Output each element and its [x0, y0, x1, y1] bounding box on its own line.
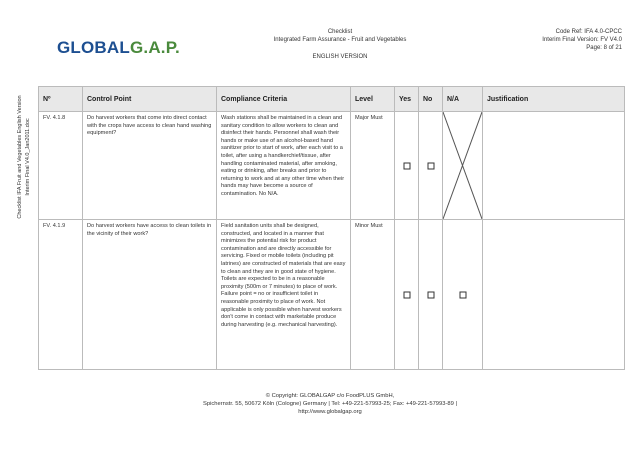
- version-label: ENGLISH VERSION: [312, 54, 368, 60]
- sidebar-line-2: Interim Final V4.0_Jan2011.doc: [25, 118, 31, 196]
- na-cell: [443, 220, 483, 370]
- row-no: FV. 4.1.8: [39, 112, 83, 220]
- footer-copyright: © Copyright: GLOBALGAP c/o FoodPLUS GmbH,: [265, 393, 395, 399]
- yes-cell: [395, 112, 419, 220]
- row-control-point: Do harvest workers that come into direct contact with the crops have access to clean hand washing equipment?: [83, 112, 217, 220]
- header-right: [542, 28, 622, 52]
- yes-checkbox[interactable]: [403, 162, 410, 169]
- row-level: Minor Must: [351, 220, 395, 370]
- col-header-no-answer: No: [419, 87, 443, 112]
- footer-url[interactable]: http://www.globalgap.org: [298, 409, 362, 415]
- row-criteria: Wash stations shall be maintained in a clean and sanitary condition to allow workers to clean and disinfect their hands. Personnel shall wash their hands or make use of an alcohol-based hand sanitizer prior to start of work, after each visit to a toilet, after using a handkerchief/tissue, after handling contaminated material, after smoking, eating or drinking, after breaks and prior to returning to work and at any other time when their hands may have become a source of contamination. No N/A.: [217, 112, 351, 220]
- no-checkbox[interactable]: [427, 162, 434, 169]
- justification-cell[interactable]: [483, 220, 625, 370]
- row-level: Major Must: [351, 112, 395, 220]
- table-header-row: [39, 87, 625, 112]
- yes-checkbox[interactable]: [403, 291, 410, 298]
- justification-cell[interactable]: [483, 112, 625, 220]
- doc-title: Integrated Farm Assurance - Fruit and Vegetables: [273, 37, 407, 43]
- col-header-yes: Yes: [395, 87, 419, 112]
- table-row: [39, 112, 625, 220]
- interim-version: Interim Final Version: FV V4.0: [542, 37, 622, 43]
- no-cell: [419, 220, 443, 370]
- row-criteria: Field sanitation units shall be designed, constructed, and located in a manner that minimizes the potential risk for product contamination and are directly accessible for servicing. Fixed or mobile toilets (including pit latrines) are constructed of materials that are easy to clean and they are in good state of hygiene. Toilets are expected to be in a reasonable proximity (500m or 7 minutes) to place of work. Failure point = no or insufficient toilet in reasonable proximity to place of work. Not applicable is only possible when harvest workers don't come in contact with marketable produce during harvesting (e.g. mechanical harvesting).: [217, 220, 351, 370]
- code-ref: Code Ref: IFA 4.0-CPCC: [555, 29, 622, 35]
- col-header-na: N/A: [443, 87, 483, 112]
- header-center: [200, 28, 480, 61]
- yes-cell: [395, 220, 419, 370]
- table-row: [39, 220, 625, 370]
- sidebar-line-1: Checklist IFA Fruit and Vegetables English Version: [17, 95, 23, 219]
- na-cell: [443, 112, 483, 220]
- no-cell: [419, 112, 443, 220]
- checklist-table: [38, 86, 625, 370]
- no-checkbox[interactable]: [427, 291, 434, 298]
- na-checkbox[interactable]: [459, 291, 466, 298]
- na-crossed-out-icon: [443, 112, 482, 219]
- row-control-point: Do harvest workers have access to clean toilets in the vicinity of their work?: [83, 220, 217, 370]
- doc-type: Checklist: [327, 29, 353, 35]
- col-header-no: Nº: [39, 87, 83, 112]
- globalgap-logo: [57, 38, 180, 58]
- footer-address: Spichernstr. 55, 50672 Köln (Cologne) Germany | Tel: +49-221-57993-25; Fax: +49-221-57993-89 |: [203, 401, 457, 407]
- col-header-justification: Justification: [483, 87, 625, 112]
- col-header-control-point: Control Point: [83, 87, 217, 112]
- logo-part-global: GLOBAL: [57, 38, 130, 57]
- row-no: FV. 4.1.9: [39, 220, 83, 370]
- logo-part-gap: G.A.P.: [129, 38, 180, 57]
- col-header-compliance-criteria: Compliance Criteria: [217, 87, 351, 112]
- page-number: Page: 8 of 21: [586, 45, 622, 51]
- col-header-level: Level: [351, 87, 395, 112]
- footer: [120, 392, 540, 416]
